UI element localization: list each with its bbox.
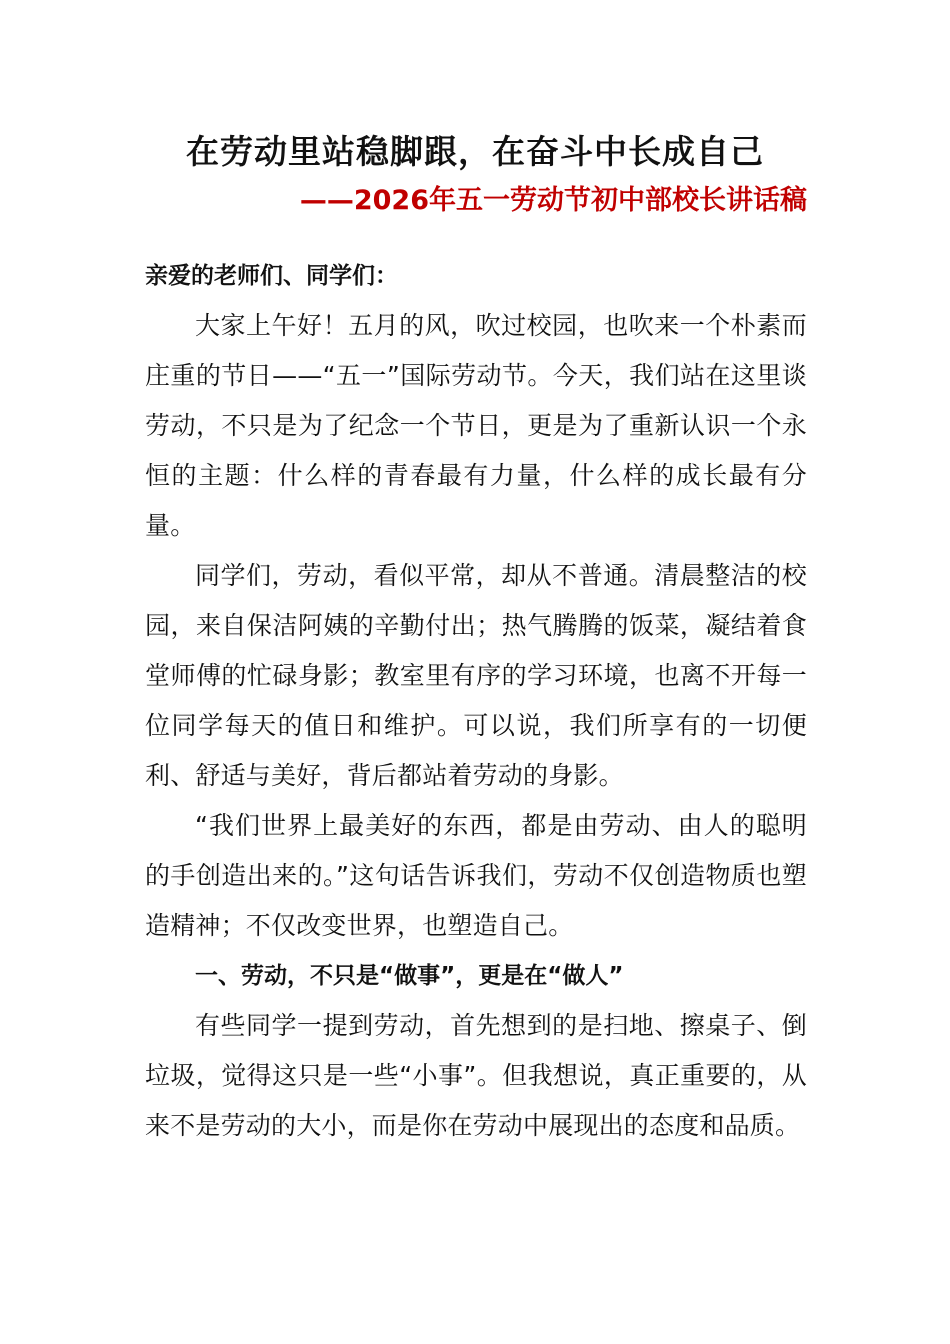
- paragraph-quote: “我们世界上最美好的东西，都是由劳动、由人的聪明的手创造出来的。”这句话告诉我们，劳动不仅创造物质也塑造精神；不仅改变世界，也塑造自己。: [145, 811, 807, 940]
- document-body: [145, 251, 807, 1151]
- paragraph-section-one: 有些同学一提到劳动，首先想到的是扫地、擦桌子、倒垃圾，觉得这只是一些“小事”。但我想说，真正重要的，从来不是劳动的大小，而是你在劳动中展现出的态度和品质。: [145, 1011, 807, 1140]
- salutation: 亲爱的老师们、同学们：: [145, 263, 398, 289]
- document-subtitle: ——2026年五一劳动节初中部校长讲话稿: [299, 185, 807, 216]
- section-heading: 一、劳动，不只是“做事”，更是在“做人”: [195, 963, 624, 989]
- paragraph-greeting: 大家上午好！五月的风，吹过校园，也吹来一个朴素而庄重的节日——“五一”国际劳动节。今天，我们站在这里谈劳动，不只是为了纪念一个节日，更是为了重新认识一个永恒的主题：什么样的青春最有力量，什么样的成长最有分量。: [145, 311, 807, 540]
- document-title: 在劳动里站稳脚跟，在奋斗中长成自己: [186, 132, 764, 171]
- paragraph-labor-everyday: 同学们，劳动，看似平常，却从不普通。清晨整洁的校园，来自保洁阿姨的辛勤付出；热气腾腾的饭菜，凝结着食堂师傅的忙碌身影；教室里有序的学习环境，也离不开每一位同学每天的值日和维护。可以说，我们所享有的一切便利、舒适与美好，背后都站着劳动的身影。: [145, 561, 807, 790]
